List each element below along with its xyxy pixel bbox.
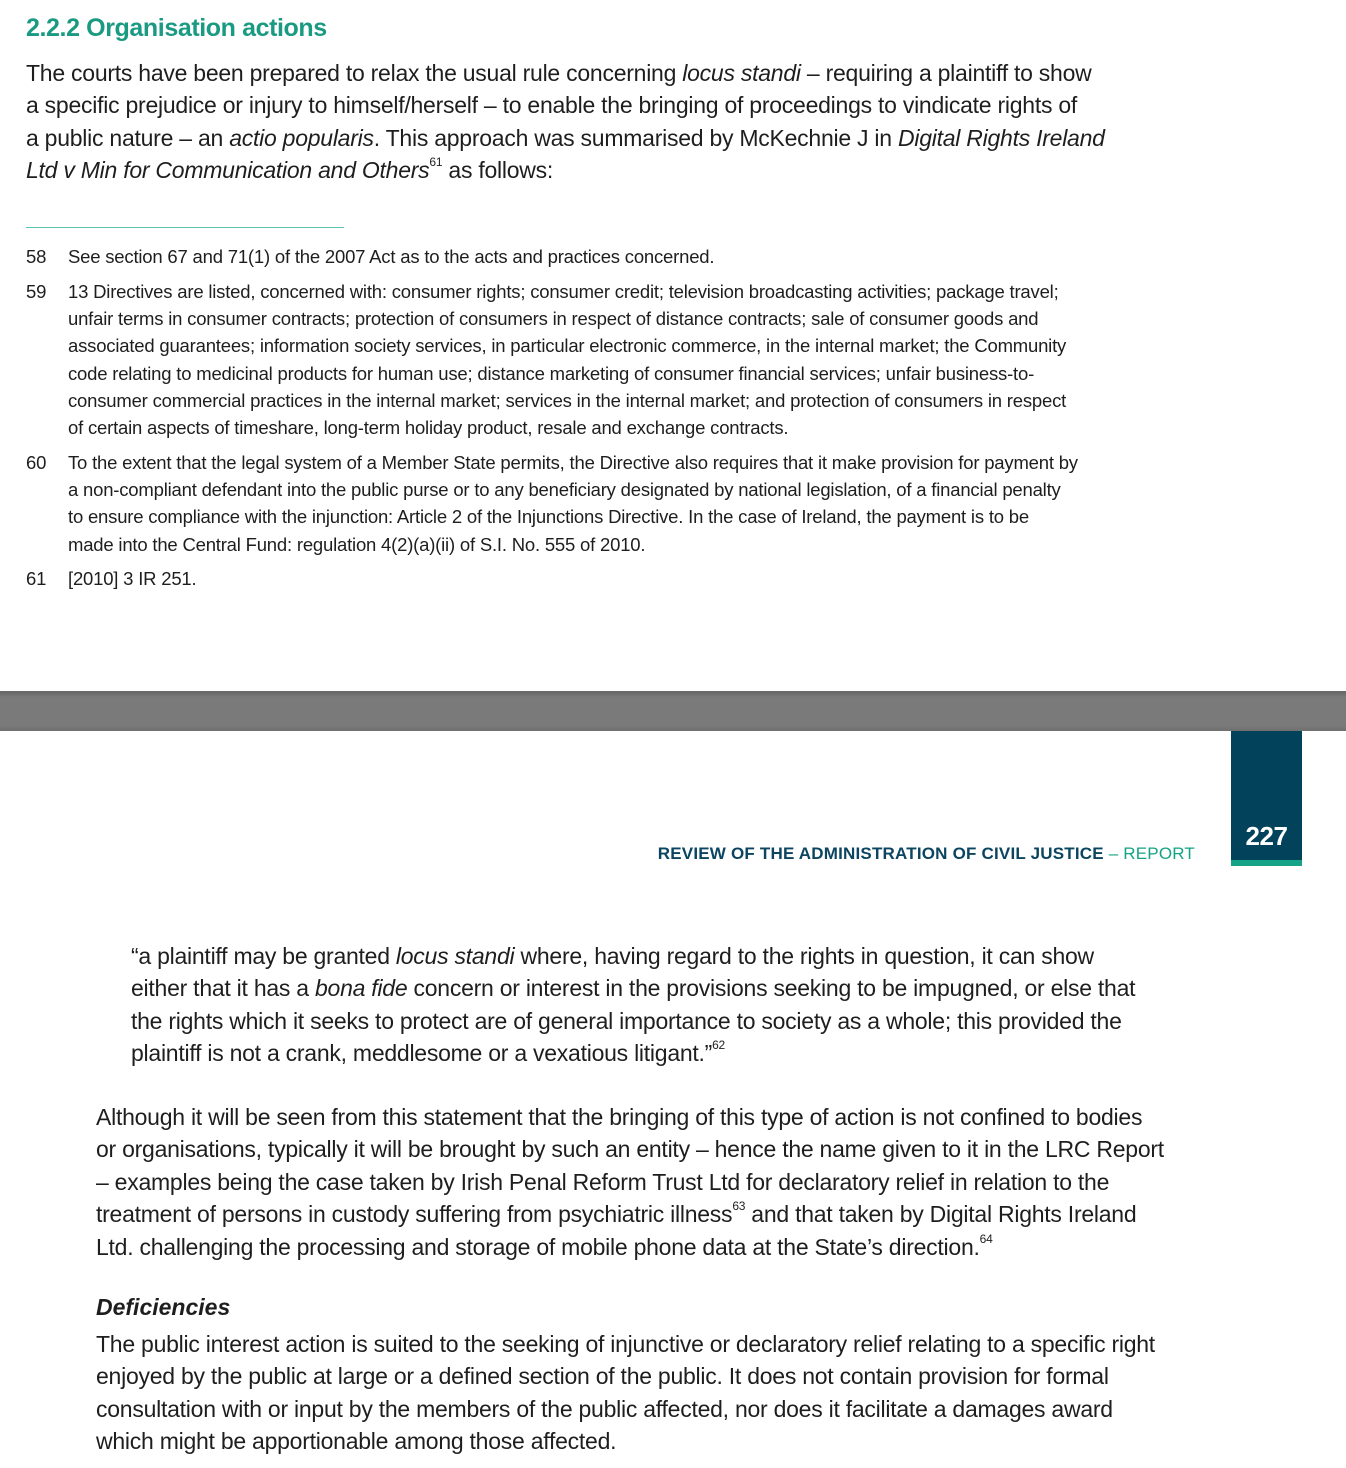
text-run: “a plaintiff may be granted	[131, 943, 396, 969]
footnote-ref[interactable]: 64	[979, 1231, 993, 1246]
footnote-ref[interactable]: 62	[712, 1038, 725, 1053]
italic-case-name: Digital Rights Ireland	[897, 124, 1105, 151]
subsection-heading: Deficiencies	[96, 1294, 231, 1320]
footnote-line: a non-compliant defendant into the public purse or to any beneficiary designated by national legislation, of a financial penalty	[68, 479, 1061, 501]
paragraph-line: Although it will be seen from this statement that the bringing of this type of action is not confined to bodies	[96, 1104, 1143, 1130]
italic-term: actio popularis	[229, 124, 374, 151]
paragraph-line: consultation with or input by the members of the public affected, nor does it facilitate a damages award	[96, 1395, 1113, 1422]
text-run: Ltd. challenging the processing and storage of mobile phone data at the State’s direction.	[96, 1233, 980, 1260]
page-number-tab	[1231, 731, 1302, 866]
paragraph-line: enjoyed by the public at large or a defined section of the public. It does not contain provision for formal	[96, 1363, 1109, 1390]
italic-term: locus standi	[682, 60, 801, 86]
footnote-number: 61	[26, 568, 47, 589]
footnote-text	[68, 449, 1078, 558]
paragraph-line	[96, 1198, 1164, 1230]
page-separator	[0, 691, 1346, 731]
footnote-59	[26, 278, 1276, 443]
page-number: 227	[1245, 821, 1288, 851]
intro-line	[26, 57, 1105, 89]
footnote-number: 59	[26, 281, 47, 302]
intro-line	[26, 122, 1105, 154]
footnote-text	[68, 278, 1066, 441]
italic-term: bona fide	[314, 975, 408, 1002]
footnote-line: unfair terms in consumer contracts; protection of consumers in respect of distance contracts; sale of consumer goods and	[68, 308, 1039, 330]
text-run: either that it has a	[131, 975, 315, 1002]
text-run: a public nature – an	[26, 124, 230, 151]
text-run: the rights which it seeks to protect are of general importance to society as a whole; this provided the	[131, 1007, 1122, 1034]
intro-line	[26, 154, 1105, 186]
footnote-line: consumer commercial practices in the internal market; services in the internal market; and protection of consumers in respect	[68, 389, 1067, 411]
text-run: as follows:	[442, 157, 554, 184]
footnote-61	[26, 565, 1276, 593]
footnote-number: 60	[26, 452, 47, 473]
text-run: plaintiff is not a crank, meddlesome or a vexatious litigant.”	[131, 1040, 713, 1067]
text-run: where, having regard to the rights in question, it can show	[514, 943, 1094, 969]
paragraph-line: The public interest action is suited to the seeking of injunctive or declaratory relief relating to a specific right	[96, 1331, 1155, 1357]
footnote-line: 13 Directives are listed, concerned with: consumer rights; consumer credit; television broadcasting activities; package travel;	[68, 281, 1059, 302]
block-quote	[131, 940, 1135, 1070]
body-paragraph	[96, 1101, 1164, 1263]
running-header	[658, 844, 1195, 864]
footnote-ref[interactable]: 63	[732, 1199, 746, 1214]
footnote-line: made into the Central Fund: regulation 4(2)(a)(ii) of S.I. No. 555 of 2010.	[68, 533, 646, 555]
footnote-line: associated guarantees; information society services, in particular electronic commerce, in the internal market; the Community	[68, 335, 1067, 357]
deficiencies-paragraph	[96, 1328, 1155, 1458]
paragraph-line: – examples being the case taken by Irish Penal Reform Trust Ltd for declaratory relief in relation to the	[96, 1168, 1110, 1195]
text-run: a specific prejudice or injury to himself/herself – to enable the bringing of proceedings to vindicate rights of	[26, 92, 1078, 119]
footnote-text	[68, 565, 196, 592]
intro-line	[26, 89, 1105, 121]
section-heading: 2.2.2 Organisation actions	[26, 14, 327, 42]
report-suffix: – REPORT	[1103, 844, 1195, 863]
text-run: – requiring a plaintiff to show	[800, 60, 1092, 86]
footnote-line: [2010] 3 IR 251.	[68, 568, 197, 589]
quote-line	[131, 1005, 1135, 1037]
italic-case-name: Ltd v Min for Communication and Others	[26, 157, 430, 184]
footnote-ref[interactable]: 61	[429, 155, 443, 170]
text-run: and that taken by Digital Rights Ireland	[745, 1201, 1137, 1228]
paragraph-line: or organisations, typically it will be brought by such an entity – hence the name given to it in the LRC Report	[96, 1136, 1164, 1163]
text-run: treatment of persons in custody suffering from psychiatric illness	[96, 1201, 733, 1228]
footnote-line: to ensure compliance with the injunction: Article 2 of the Injunctions Directive. In the case of Ireland, the payment is to be	[68, 506, 1029, 528]
paragraph-line: which might be apportionable among those affected.	[96, 1428, 617, 1455]
footnote-line: code relating to medicinal products for human use; distance marketing of consumer financial services; unfair business-to-	[68, 362, 1035, 384]
footnote-58	[26, 243, 1276, 271]
text-run: The courts have been prepared to relax the usual rule concerning	[26, 60, 683, 86]
footnote-line: To the extent that the legal system of a Member State permits, the Directive also requires that it make provision for payment by	[68, 452, 1078, 473]
paragraph-line	[96, 1231, 1164, 1263]
quote-line	[131, 972, 1135, 1004]
quote-line	[131, 1037, 1135, 1069]
text-run: . This approach was summarised by McKechnie J in	[373, 124, 898, 151]
italic-term: locus standi	[395, 943, 515, 969]
footnote-60	[26, 449, 1276, 559]
intro-paragraph	[26, 57, 1105, 187]
footnote-line: See section 67 and 71(1) of the 2007 Act as to the acts and practices concerned.	[68, 246, 715, 267]
footnote-number: 58	[26, 246, 47, 267]
report-title: REVIEW OF THE ADMINISTRATION OF CIVIL JUSTICE	[657, 844, 1104, 863]
footnote-line: of certain aspects of timeshare, long-term holiday product, resale and exchange contracts.	[68, 417, 789, 439]
page-tab-accent-bar	[1231, 860, 1302, 866]
footnote-text	[68, 243, 714, 270]
quote-line	[131, 940, 1135, 972]
footnote-divider	[26, 227, 344, 228]
text-run: concern or interest in the provisions seeking to be impugned, or else that	[407, 975, 1136, 1002]
